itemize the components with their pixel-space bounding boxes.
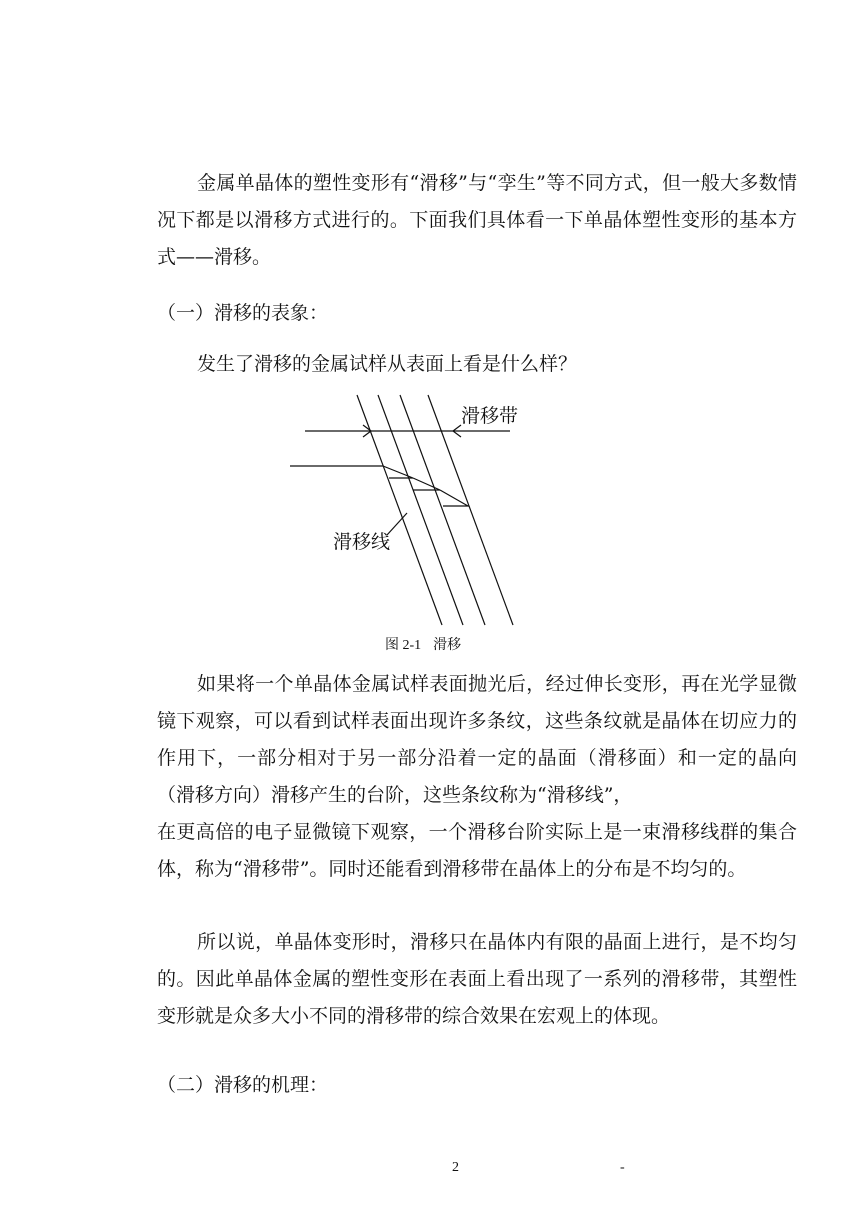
- caption-number: 图 2-1: [385, 638, 422, 653]
- section-heading-2: （二）滑移的机理：: [157, 1074, 329, 1096]
- footer-dash: -: [620, 1160, 625, 1175]
- slip-figure: [285, 393, 525, 628]
- slip-step-2: [413, 478, 440, 490]
- slip-diagram: [285, 393, 525, 628]
- paragraph-intro: 金属单晶体的塑性变形有“滑移”与“孪生”等不同方式，但一般大多数情况下都是以滑移方式进行的。下面我们具体看一下单晶体塑性变形的基本方式——滑移。: [157, 172, 797, 268]
- slip-line-3: [400, 395, 485, 625]
- caption-title: 滑移: [433, 638, 462, 653]
- page-number: 2: [452, 1160, 459, 1175]
- paragraph-observation: 如果将一个单晶体金属试样表面抛光后，经过伸长变形，再在光学显微镜下观察，可以看到试样表面出现许多条纹，这些条纹就是晶体在切应力的作用下，一部分相对于另一部分沿着一定的晶面（滑移面）和一定的晶向（滑移方向）滑移产生的台阶，这些条纹称为“滑移线”，: [157, 673, 797, 806]
- slip-line-2: [378, 395, 463, 625]
- label-slip-band: 滑移带: [461, 405, 519, 427]
- label-slip-line: 滑移线: [333, 531, 391, 553]
- paragraph-electron-microscope: 在更高倍的电子显微镜下观察，一个滑移台阶实际上是一束滑移线群的集合体，称为“滑移带”。同时还能看到滑移带在晶体上的分布是不均匀的。: [157, 821, 797, 880]
- section-heading-1: （一）滑移的表象：: [157, 302, 329, 324]
- question-text: 发生了滑移的金属试样从表面上看是什么样？: [197, 353, 578, 375]
- figure-caption: [385, 634, 473, 654]
- paragraph-conclusion: 所以说，单晶体变形时，滑移只在晶体内有限的晶面上进行，是不均匀的。因此单晶体金属的塑性变形在表面上看出现了一系列的滑移带，其塑性变形就是众多大小不同的滑移带的综合效果在宏观上的体现。: [157, 931, 797, 1027]
- slip-line-4: [428, 395, 513, 625]
